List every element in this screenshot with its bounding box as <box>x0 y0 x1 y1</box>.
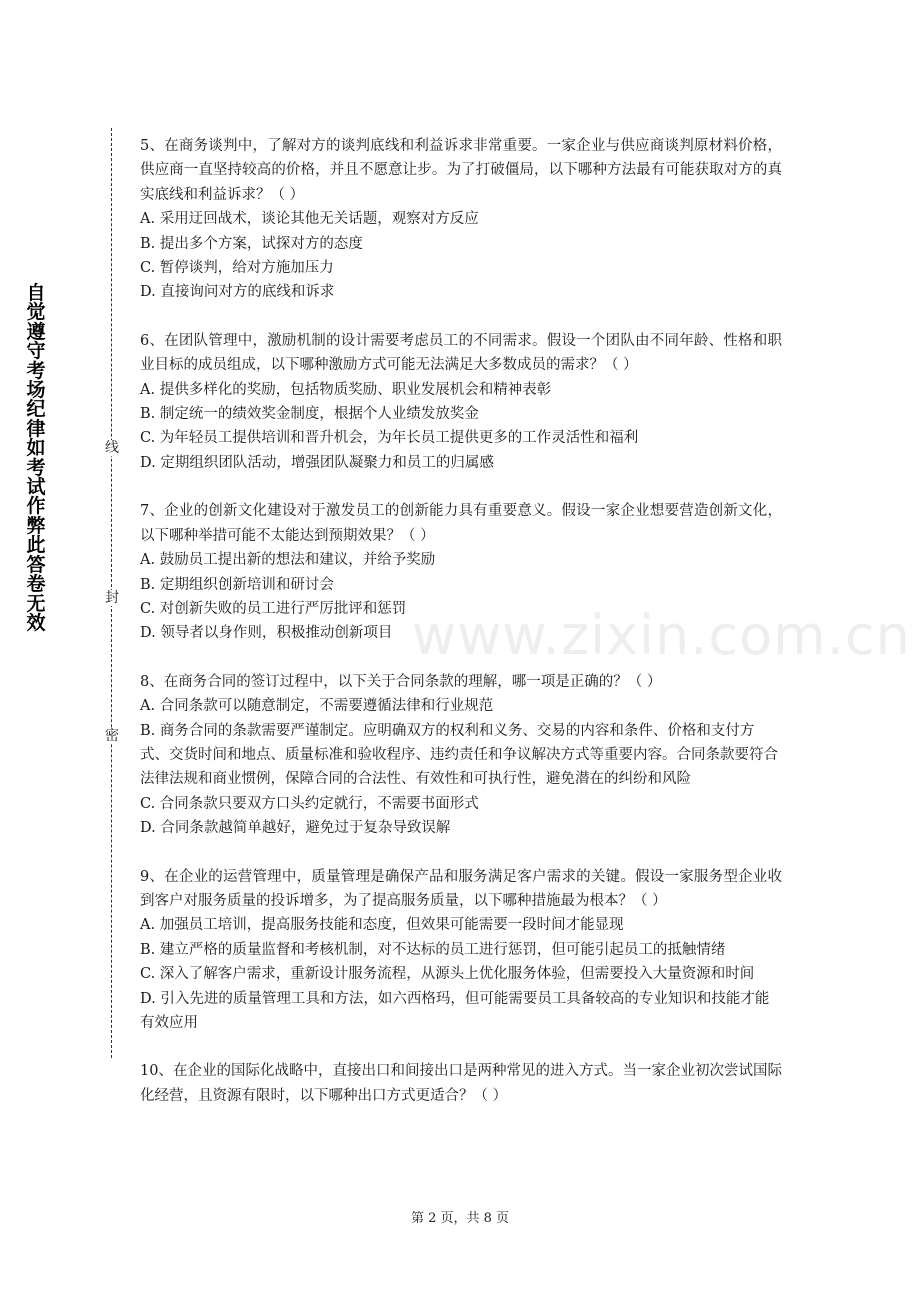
questions-area <box>140 134 782 1132</box>
option-b: B. 制定统一的绩效奖金制度，根据个人业绩发放奖金 <box>140 406 479 423</box>
binding-label-line: 线 <box>105 440 119 456</box>
question-stem: 5、在商务谈判中，了解对方的谈判底线和利益诉求非常重要。一家企业与供应商谈判原材料价格，供应商一直坚持较高的价格，并且不愿意让步。为了打破僵局，以下哪种方法最有可能获取对方的真实底线和利益诉求？（ ） <box>140 138 782 203</box>
option-b: B. 定期组织创新培训和研讨会 <box>140 576 334 593</box>
option-b: B. 商务合同的条款需要严谨制定。应明确双方的权利和义务、交易的内容和条件、价格和支付方式、交货时间和地点、质量标准和验收程序、违约责任和争议解决方式等重要内容。合同条款要符合法律法规和商业惯例，保障合同的合法性、有效性和可执行性，避免潜在的纠纷和风险 <box>140 722 778 788</box>
option-b: B. 提出多个方案，试探对方的态度 <box>140 235 363 252</box>
option-b: B. 建立严格的质量监督和考核机制，对不达标的员工进行惩罚，但可能引起员工的抵触情绪 <box>140 941 726 958</box>
question-7 <box>140 499 782 645</box>
option-a: A. 加强员工培训，提高服务技能和态度，但效果可能需要一段时间才能显现 <box>140 917 624 934</box>
question-9 <box>140 865 782 1036</box>
question-stem: 9、在企业的运营管理中，质量管理是确保产品和服务满足客户需求的关键。假设一家服务型企业收到客户对服务质量的投诉增多，为了提高服务质量，以下哪种措施最为根本？（ ） <box>140 868 782 909</box>
option-d: D. 领导者以身作则，积极推动创新项目 <box>140 625 393 642</box>
question-stem: 6、在团队管理中，激励机制的设计需要考虑员工的不同需求。假设一个团队由不同年龄、性格和职业目标的成员组成，以下哪种激励方式可能无法满足大多数成员的需求？（ ） <box>140 332 782 374</box>
question-8 <box>140 670 782 841</box>
page-number: 第 2 页，共 8 页 <box>410 1211 510 1226</box>
option-d: D. 合同条款越简单越好，避免过于复杂导致误解 <box>140 820 451 837</box>
option-c: C. 对创新失败的员工进行严厉批评和惩罚 <box>140 600 407 617</box>
binding-label-seal: 封 <box>105 590 119 606</box>
option-c: C. 暂停谈判，给对方施加压力 <box>140 260 334 277</box>
option-d: D. 引入先进的质量管理工具和方法，如六西格玛，但可能需要员工具备较高的专业知识和技能才能有效应用 <box>140 990 770 1031</box>
option-c: C. 合同条款只要双方口头约定就行，不需要书面形式 <box>140 795 479 812</box>
watermark-text: www.zixin.com.cn <box>412 604 911 667</box>
option-d: D. 定期组织团队活动，增强团队凝聚力和员工的归属感 <box>140 454 494 471</box>
option-d: D. 直接询问对方的底线和诉求 <box>140 284 335 301</box>
option-a: A. 合同条款可以随意制定，不需要遵循法律和行业规范 <box>140 698 494 715</box>
option-c: C. 为年轻员工提供培训和晋升机会，为年长员工提供更多的工作灵活性和福利 <box>140 430 639 447</box>
option-c: C. 深入了解客户需求，重新设计服务流程，从源头上优化服务体验，但需要投入大量资源和时间 <box>140 966 755 983</box>
question-10 <box>140 1059 782 1108</box>
question-stem: 10、在企业的国际化战略中，直接出口和间接出口是两种常见的进入方式。当一家企业初次尝试国际化经营，且资源有限时，以下哪种出口方式更适合？（ ） <box>140 1063 782 1104</box>
binding-label-secret: 密 <box>105 728 119 744</box>
question-stem: 7、企业的创新文化建设对于激发员工的创新能力具有重要意义。假设一家企业想要营造创新文化，以下哪种举措可能不太能达到预期效果？（ ） <box>140 503 782 544</box>
question-stem: 8、在商务合同的签订过程中，以下关于合同条款的理解，哪一项是正确的？（ ） <box>140 673 662 690</box>
exam-discipline-notice: 自觉遵守考场纪律如考试作弊此答卷无效 <box>26 282 46 634</box>
question-5 <box>140 134 782 305</box>
question-6 <box>140 329 782 475</box>
option-a: A. 鼓励员工提出新的想法和建议，并给予奖励 <box>140 552 436 569</box>
option-a: A. 采用迂回战术，谈论其他无关话题，观察对方反应 <box>140 211 479 228</box>
option-a: A. 提供多样化的奖励，包括物质奖励、职业发展机会和精神表彰 <box>140 381 552 398</box>
